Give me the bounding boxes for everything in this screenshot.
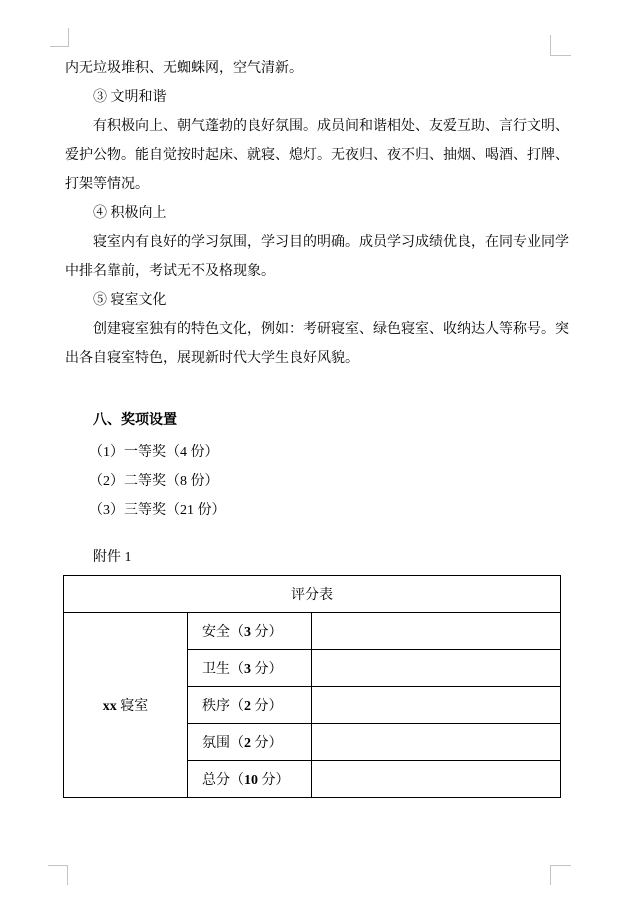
para-civil-harmony-detail: 有积极向上、朝气蓬勃的良好氛围。成员间和谐相处、友爱互助、言行文明、爱护公物。能自觉按时起床、就寝、熄灯。无夜归、夜不归、抽烟、喝酒、打牌、打架等情况。 [65, 119, 569, 192]
score-cell-hygiene [312, 650, 561, 687]
room-name-placeholder: xx [102, 699, 117, 714]
room-name-label: 寝室 [116, 699, 149, 714]
criterion-cell-safety: 安全（3 分） [188, 613, 312, 650]
table-row-title [64, 576, 561, 613]
room-name-cell [64, 613, 188, 798]
para-positive-attitude-detail: 寝室内有良好的学习氛围，学习目的明确。成员学习成绩优良，在同专业同学中排名靠前，考试无不及格现象。 [65, 235, 569, 279]
text-boundary-mark-bottom-left [48, 865, 68, 885]
subitem-3-civil-harmony: ③ 文明和谐 [93, 90, 167, 105]
criterion-cell-total: 总分（10 分） [188, 761, 312, 798]
criterion-cell-hygiene: 卫生（3 分） [188, 650, 312, 687]
subitem-4-positive-attitude: ④ 积极向上 [93, 206, 167, 221]
score-cell-safety [312, 613, 561, 650]
attachment-label: 附件 1 [93, 550, 132, 565]
criterion-cell-atmosphere: 氛围（2 分） [188, 724, 312, 761]
subitem-5-dorm-culture: ⑤ 寝室文化 [93, 293, 167, 308]
table-row [64, 613, 561, 650]
awards-section-heading: 八、奖项设置 [93, 413, 177, 428]
award-item-second-prize: （2）二等奖（8 份） [89, 474, 219, 489]
criterion-cell-order: 秩序（2 分） [188, 687, 312, 724]
score-table [63, 575, 561, 798]
score-table-title: 评分表 [64, 576, 561, 613]
text-boundary-mark-bottom-right [550, 865, 571, 885]
text-boundary-mark-top-left [50, 28, 69, 47]
score-cell-atmosphere [312, 724, 561, 761]
score-cell-order [312, 687, 561, 724]
para-cleanliness-continued: 内无垃圾堆积、无蜘蛛网，空气清新。 [65, 61, 303, 76]
para-dorm-culture-detail: 创建寝室独有的特色文化，例如：考研寝室、绿色寝室、收纳达人等称号。突出各自寝室特色，展现新时代大学生良好风貌。 [65, 322, 569, 366]
page-content [65, 54, 569, 798]
award-item-first-prize: （1）一等奖（4 份） [89, 445, 219, 460]
award-item-third-prize: （3）三等奖（21 份） [89, 503, 226, 518]
score-cell-total [312, 761, 561, 798]
text-boundary-mark-top-right [550, 35, 571, 56]
